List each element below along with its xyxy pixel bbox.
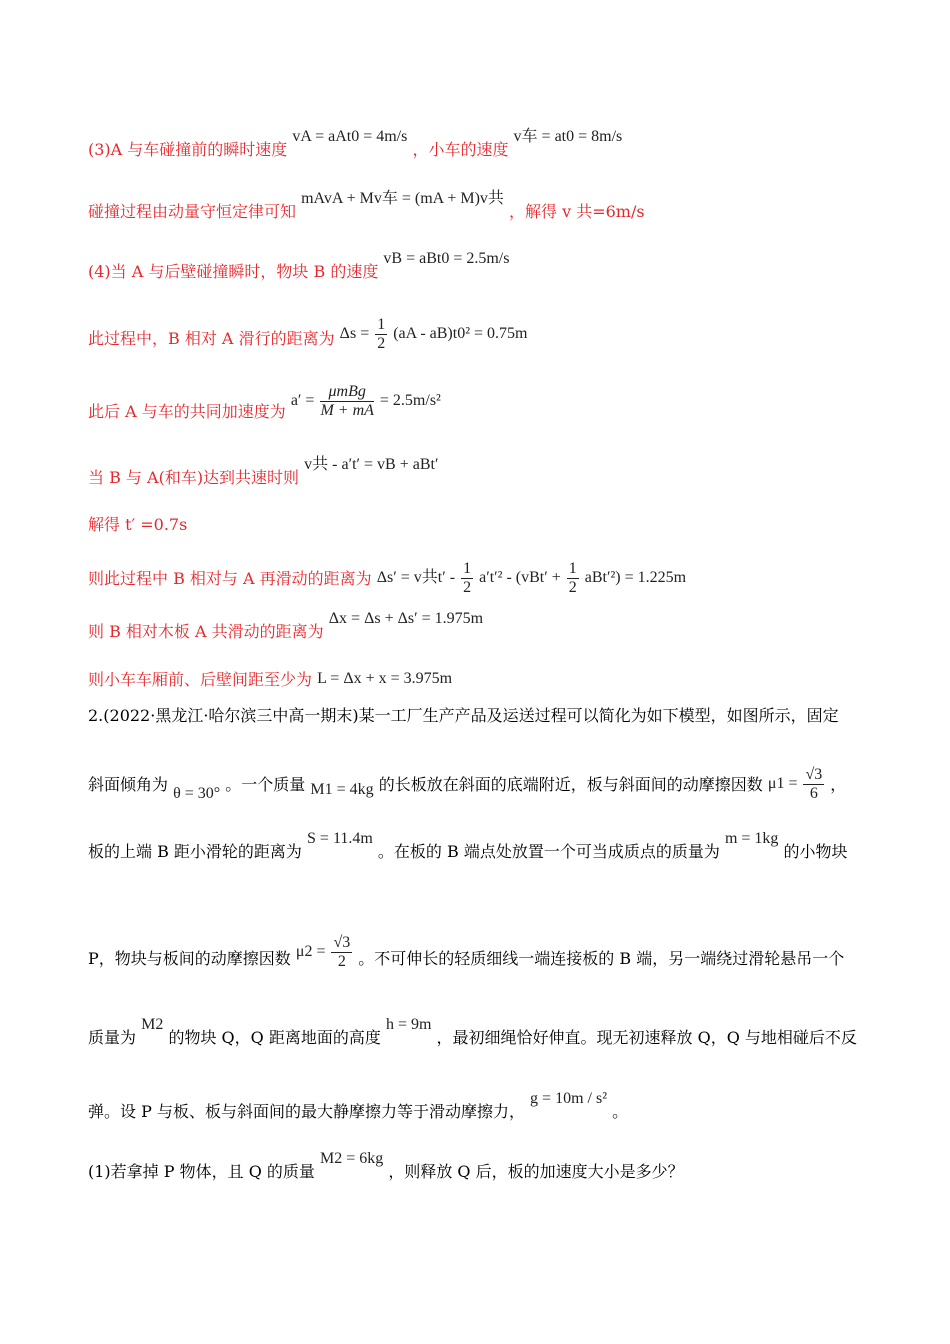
formula-m1: M1 = 4kg (310, 781, 374, 799)
fraction-half: $\frac{1}{2}$ (377, 316, 386, 352)
formula-theta: θ = 30° (173, 785, 221, 803)
solution-text: 则 B 相对木板 A 共滑动的距离为 (88, 622, 324, 641)
formula-g: g = 10m / s² (530, 1090, 607, 1107)
solution-text: (3)A 与车碰撞前的瞬时速度 (88, 140, 288, 159)
solution-text: 此过程中，B 相对 A 滑行的距离为 (88, 329, 335, 349)
solution-line-t (88, 515, 187, 535)
formula-h: h = 9m (385, 1016, 432, 1033)
formula-common-speed: v共 - a′t′ = vB + aBt′ (304, 456, 439, 473)
solution-line-ds-prime (88, 562, 686, 599)
solution-line-accel (88, 383, 441, 432)
problem-question-1: (1)若拿掉 P 物体，且 Q 的质量 M2 = 6kg ，则释放 Q 后，板的加速度大小是多少？ (88, 1150, 684, 1181)
problem-line-6: 弹。设 P 与板、板与斜面间的最大静摩擦力等于滑动摩擦力， g = 10m / s² 。 (88, 1090, 629, 1121)
formula-dx: Δx = Δs + Δs′ = 1.975m (328, 610, 484, 627)
fraction-accel: $\frac{\text{μmBg}}{M + mA}$ (320, 383, 374, 419)
solution-line-common-speed (88, 456, 439, 489)
formula-va: vA = aAt0 = 4m/s (292, 128, 408, 145)
fraction-half: $\frac{1}{2}$ (463, 560, 472, 596)
formula-L: L = Δx + x = 3.975m (317, 670, 453, 687)
formula-momentum: mAvA + Mv车 = (mA + M)v共 (301, 190, 504, 207)
solution-line-3 (88, 128, 623, 161)
formula-s: S = 11.4m (307, 830, 373, 847)
solution-line-4 (88, 250, 510, 283)
formula-mu1: μ1 = $\frac{√3}{6}$ (767, 766, 823, 802)
solution-text: 解得 t′ =0.7s (88, 515, 188, 534)
solution-text: 碰撞过程由动量守恒定律可知 (88, 202, 297, 221)
solution-text: 则小车车厢前、后壁间距至少为 (88, 670, 313, 689)
formula-m2-value: M2 = 6kg (320, 1150, 384, 1167)
solution-text: 则此过程中 B 相对与 A 再滑动的距离为 (88, 569, 372, 589)
formula-vcar: v车 = at0 = 8m/s (513, 128, 623, 145)
solution-line-L (88, 670, 452, 691)
formula-ds: Δs = $\frac{1}{2}$ (aA - aB)t0² = 0.75m (339, 316, 528, 352)
solution-text: ，小车的速度 (412, 140, 509, 159)
fraction-mu1: $\frac{√3}{6}$ (805, 766, 823, 802)
fraction-half: $\frac{1}{2}$ (568, 560, 577, 596)
problem-line-4: P，物块与板间的动摩擦因数 μ2 = $\frac{√3}{2}$ 。不可伸长的轻质细线一端连接板的 B 端，另一端绕过滑轮悬吊一个 (88, 934, 845, 970)
problem-line-1: 2.(2022·黑龙江·哈尔滨三中高一期末)某一工厂生产产品及运送过程可以简化为如下模型，如图所示，固定 (88, 706, 839, 725)
solution-text: (4)当 A 与后壁碰撞瞬时，物块 B 的速度 (88, 262, 379, 281)
solution-line-momentum (88, 190, 645, 223)
formula-a-prime: a′ = $\frac{\text{μmBg}}{M + mA}$ = 2.5m/s² (290, 383, 441, 419)
formula-vb: vB = aBt0 = 2.5m/s (383, 250, 510, 267)
solution-line-slide (88, 316, 528, 359)
solution-text: 此后 A 与车的共同加速度为 (88, 402, 286, 422)
formula-m: m = 1kg (724, 830, 779, 847)
formula-m2: M2 (141, 1016, 164, 1033)
problem-line-2: 斜面倾角为 θ = 30° 。一个质量 M1 = 4kg 的长板放在斜面的底端附近，板与斜面间的动摩擦因数 μ1 = $\frac{√3}{6}$ ， (88, 766, 847, 803)
solution-line-dx (88, 610, 484, 643)
problem-line-5: 质量为 M2 的物块 Q，Q 距离地面的高度 h = 9m ，最初细绳恰好伸直。现无初速释放 Q，Q 与地相碰后不反 (88, 1016, 857, 1047)
solution-text: 当 B 与 A(和车)达到共速时则 (88, 468, 300, 487)
solution-text: ，解得 v 共=6m/s (509, 202, 645, 221)
problem-line-3: 板的上端 B 距小滑轮的距离为 S = 11.4m 。在板的 B 端点处放置一个可当成质点的质量为 m = 1kg 的小物块 (88, 830, 848, 861)
fraction-mu2: $\frac{√3}{2}$ (333, 934, 351, 970)
formula-mu2: μ2 = $\frac{√3}{2}$ (295, 934, 351, 970)
formula-ds-prime: Δs′ = v共t′ - $\frac{1}{2}$ a′t′² - (vBt′ + $\frac{1}{2}$ aBt′²) = 1.225m (376, 560, 687, 596)
